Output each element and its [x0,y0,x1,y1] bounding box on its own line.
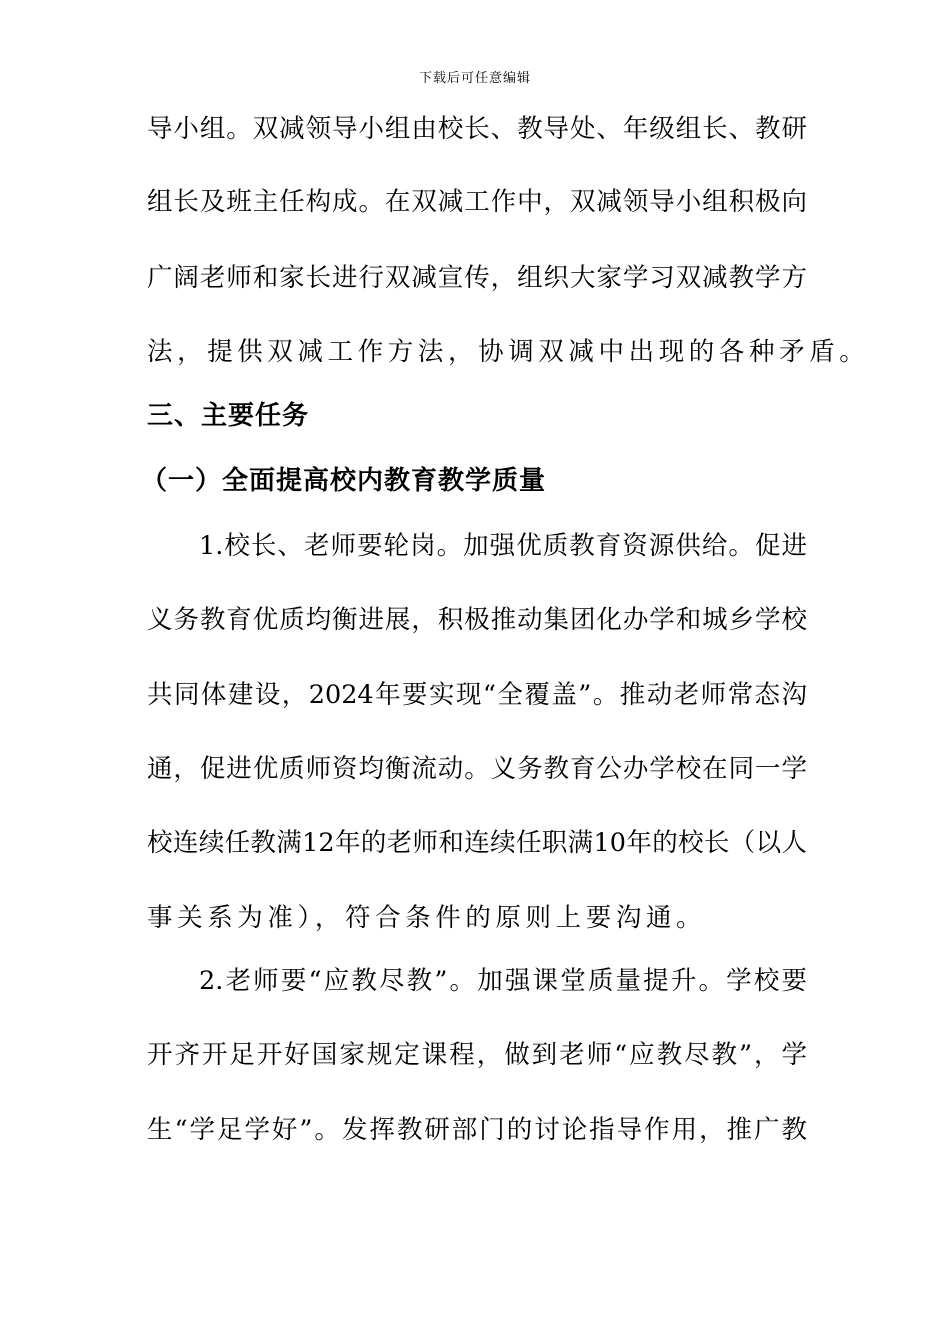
text-line: 2.老师要“应教尽教”。加强课堂质量提升。学校要 [199,966,807,996]
text-line: 法，提供双减工作方法，协调双减中出现的各种矛盾。 [147,337,870,367]
text-line: 共同体建设，2024年要实现“全覆盖”。推动老师常态沟 [147,680,807,710]
text-line: 事关系为准），符合条件的原则上要沟通。 [147,903,707,933]
text-line: 广阔老师和家长进行双减宣传，组织大家学习双减教学方 [147,263,807,293]
text-line: 义务教育优质均衡进展，积极推动集团化办学和城乡学校 [147,605,807,635]
text-line: 生“学足学好”。发挥教研部门的讨论指导作用，推广教 [147,1115,807,1145]
text-line: 通，促进优质师资均衡流动。义务教育公办学校在同一学 [147,754,807,784]
text-line: 组长及班主任构成。在双减工作中，双减领导小组积极向 [147,187,807,217]
section-heading: 三、主要任务 [147,401,310,431]
text-line: 校连续任教满12年的老师和连续任职满10年的校长（以人 [147,828,807,858]
text-line: 导小组。双减领导小组由校长、教导处、年级组长、教研 [147,114,807,144]
header-note: 下载后可任意编辑 [418,71,531,86]
text-line: 开齐开足开好国家规定课程，做到老师“应教尽教”，学 [147,1040,807,1070]
text-line: 1.校长、老师要轮岗。加强优质教育资源供给。促进 [199,531,807,561]
subsection-heading: （一）全面提高校内教育教学质量 [141,466,547,496]
